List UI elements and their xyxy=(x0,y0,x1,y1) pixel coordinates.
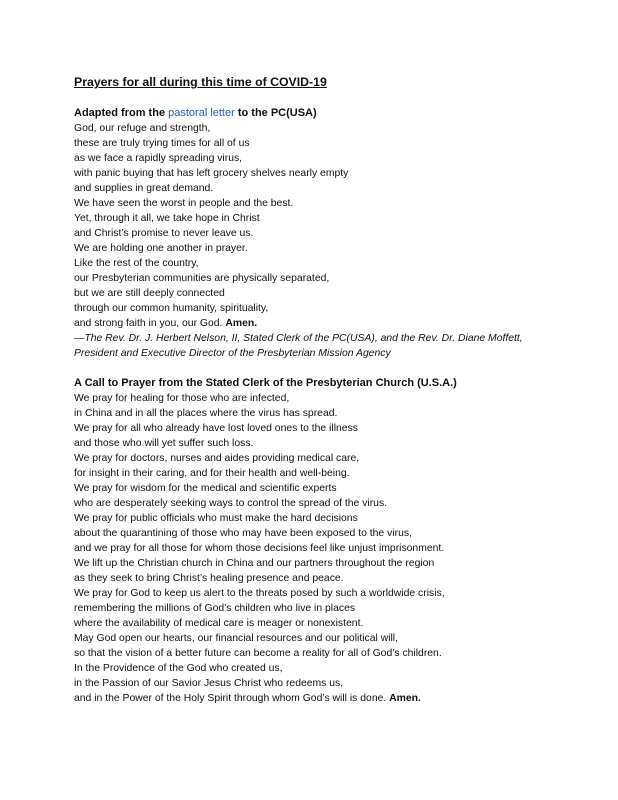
prayer-line: and those who will yet suffer such loss. xyxy=(74,438,254,449)
prayer-line: We pray for wisdom for the medical and scientific experts xyxy=(74,483,337,494)
prayer-line: God, our refuge and strength, xyxy=(74,123,211,134)
prayer-line: so that the vision of a better future can become a reality for all of God’s children. xyxy=(74,648,442,659)
pastoral-letter-link[interactable]: pastoral letter xyxy=(168,107,235,119)
prayer-line: and we pray for all those for whom those decisions feel like unjust imprisonment. xyxy=(74,543,445,554)
prayer-line: We pray for doctors, nurses and aides providing medical care, xyxy=(74,453,360,464)
prayer-line: through our common humanity, spirituality, xyxy=(74,303,269,314)
heading-suffix: to the PC(USA) xyxy=(234,107,317,119)
prayer-line-final xyxy=(74,316,578,331)
prayer-line: for insight in their caring, and for their health and well-being. xyxy=(74,468,350,479)
section-divider xyxy=(74,361,578,376)
section-call-to-prayer xyxy=(74,376,578,706)
prayer-line: In the Providence of the God who created us, xyxy=(74,663,283,674)
prayer-line: about the quarantining of those who may have been exposed to the virus, xyxy=(74,528,412,539)
prayer-line: where the availability of medical care is meager or nonexistent. xyxy=(74,618,364,629)
prayer-line: remembering the millions of God’s children who live in places xyxy=(74,603,356,614)
prayer-line: as they seek to bring Christ’s healing presence and peace. xyxy=(74,573,344,584)
prayer-line: We pray for healing for those who are infected, xyxy=(74,393,290,404)
amen-text: Amen. xyxy=(225,318,258,329)
prayer-line: We are holding one another in prayer. xyxy=(74,243,248,254)
prayer-lines xyxy=(74,391,578,691)
attribution-line: —The Rev. Dr. J. Herbert Nelson, II, Stated Clerk of the PC(USA), and the Rev. Dr. Diane Moffett, xyxy=(74,333,523,344)
prayer-line: and Christ’s promise to never leave us. xyxy=(74,228,254,239)
prayer-line: as we face a rapidly spreading virus, xyxy=(74,153,243,164)
prayer-lines xyxy=(74,121,578,316)
prayer-line: with panic buying that has left grocery shelves nearly empty xyxy=(74,168,349,179)
prayer-line: We have seen the worst in people and the best. xyxy=(74,198,294,209)
heading-prefix: Adapted from the xyxy=(74,107,169,119)
section-pastoral-letter xyxy=(74,106,578,361)
prayer-line: Yet, through it all, we take hope in Christ xyxy=(74,213,260,224)
final-line-text: and in the Power of the Holy Spirit through whom God’s will is done. xyxy=(74,693,390,704)
document-title: Prayers for all during this time of COVID-19 xyxy=(74,75,327,89)
prayer-line: in the Passion of our Savior Jesus Christ who redeems us, xyxy=(74,678,344,689)
section-heading-pastoral-letter xyxy=(74,106,578,121)
prayer-line: and supplies in great demand. xyxy=(74,183,214,194)
attribution-line: President and Executive Director of the Presbyterian Mission Agency xyxy=(74,348,391,359)
prayer-line: in China and in all the places where the virus has spread. xyxy=(74,408,338,419)
prayer-line: who are desperately seeking ways to control the spread of the virus. xyxy=(74,498,388,509)
prayer-line: We pray for all who already have lost loved ones to the illness xyxy=(74,423,358,434)
amen-text: Amen. xyxy=(389,693,421,704)
prayer-line-final xyxy=(74,691,578,706)
section-heading-call-to-prayer: A Call to Prayer from the Stated Clerk of the Presbyterian Church (U.S.A.) xyxy=(74,377,457,389)
prayer-line: We lift up the Christian church in China and our partners throughout the region xyxy=(74,558,435,569)
prayer-line: our Presbyterian communities are physically separated, xyxy=(74,273,330,284)
prayer-line: Like the rest of the country, xyxy=(74,258,199,269)
prayer-line: but we are still deeply connected xyxy=(74,288,225,299)
prayer-line: these are truly trying times for all of us xyxy=(74,138,250,149)
prayer-line: May God open our hearts, our financial resources and our political will, xyxy=(74,633,399,644)
final-line-text: and strong faith in you, our God. xyxy=(74,318,226,329)
prayer-line: We pray for public officials who must make the hard decisions xyxy=(74,513,358,524)
prayer-line: We pray for God to keep us alert to the threats posed by such a worldwide crisis, xyxy=(74,588,445,599)
